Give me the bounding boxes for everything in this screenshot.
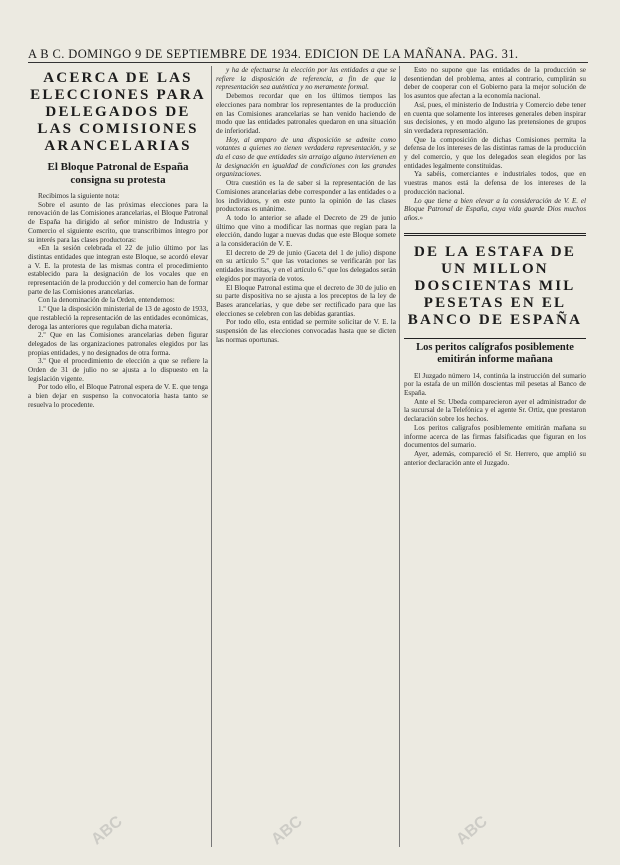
abc-watermark: ABC — [453, 812, 491, 849]
article1-paragraph: Recibimos la siguiente nota: — [38, 192, 120, 200]
column-rule — [211, 66, 212, 847]
column2-paragraph: A todo lo anterior se añade el Decreto de 29 de junio último que vino a modificar las normas que regían para la elección, dando lugar a nuevas dudas que este Bloque somete a la consideración de V. E. — [216, 213, 396, 249]
article2-paragraph: El Juzgado número 14, continúa la instrucción del sumario por la estafa de un millón doscientas mil pesetas al Banco de España. — [404, 371, 586, 398]
article1-paragraph: 1.º Que la disposición ministerial de 13 de agosto de 1933, que restableció la representación de las entidades económicas, deroga las anteriores que regulaban dicha materia. — [28, 305, 208, 331]
column3-paragraph: Ya sabéis, comerciantes e industriales todos, que en vuestras manos está la defensa de los intereses de la producción nacional. — [404, 170, 586, 196]
column2-paragraph: Debemos recordar que en los últimos tiempos las elecciones para nombrar los representantes de la producción en las Comisiones arancelarias se han venido haciendo de modo que las entidades patronales quedaron en una situación de inferioridad. — [216, 92, 396, 135]
header-line: A B C. DOMINGO 9 DE SEPTIEMBRE DE 1934. EDICION DE LA MAÑANA. PAG. 31. — [28, 47, 519, 61]
abc-watermark: ABC — [268, 812, 306, 849]
article2-headline: DE LA ESTAFA DE UN MILLON DOSCIENTAS MIL PESETAS EN EL BANCO DE ESPAÑA — [407, 243, 583, 328]
column-rule — [399, 66, 400, 847]
column-3 — [404, 66, 586, 847]
column2-paragraph: El decreto de 29 de junio (Gaceta del 1 de julio) dispone en su artículo 5.º que las votaciones se verificarán por las entidades inscritas, y en el artículo 6.º que los delegados serán elegidos por mayoría de votos. — [216, 248, 396, 283]
article1-subhead: El Bloque Patronal de España consigna su protesta — [47, 161, 189, 186]
article1-paragraph: 2.º Que en las Comisiones arancelarias deben figurar delegados de las organizaciones patronales elegidos por las propias entidades, y no designados de otra forma. — [28, 331, 208, 357]
column2-paragraph: y ha de efectuarse la elección por las entidades a que se refiere la disposición de referencia, a fin de que la representación sea auténtica y no meramente formal. — [216, 66, 396, 92]
column3-paragraph: Lo que tiene a bien elevar a la consideración de V. E. el Bloque Patronal de España, cuya vida guarde Dios muchos años.» — [404, 196, 586, 222]
page-header — [28, 44, 588, 63]
column2-paragraph: Por todo ello, esta entidad se permite solicitar de V. E. la suspensión de las elecciones convocadas hasta que se dicten las normas oportunas. — [216, 318, 396, 344]
article2-paragraph: Ante el Sr. Ubeda comparecieron ayer el administrador de la sucursal de la Telefónica y el agente Sr. Ortiz, que prestaron declaración sobre los hechos. — [404, 397, 586, 424]
column3-paragraph: Que la composición de dichas Comisiones permita la defensa de los intereses de las distintas ramas de la producción y del comercio, y que los delegados sean elegidos por las entidades legalmente constituidas. — [404, 135, 586, 170]
column2-paragraph: Hoy, al amparo de una disposición se admite como votantes a quienes no tienen verdadera representación, y se da el caso de que entidades sin arraigo alguno intervienen en la designación en igualdad de condiciones con las grandes organizaciones. — [216, 135, 396, 179]
article2-header-box — [404, 233, 586, 339]
column3-paragraph: Así, pues, el ministerio de Industria y Comercio debe tener en cuenta que solamente los intereses generales deben inspirar sus decisiones, y en modo alguno las pretensiones de grupos sin verdadera representación. — [404, 100, 586, 135]
article2-paragraph: Los peritos calígrafos posiblemente emitirán mañana su informe acerca de las firmas falsificadas que figuran en los documentos del sumario. — [404, 423, 586, 450]
article2-paragraph: Ayer, además, compareció el Sr. Herrero, que amplió su anterior declaración ante el Juzgado. — [404, 449, 586, 467]
article1-paragraph: 3.º Que el procedimiento de elección a que se refiere la Orden de 31 de julio no se ajusta a lo dispuesto en la legislación vigente. — [28, 357, 208, 383]
column2-paragraph: El Bloque Patronal estima que el decreto de 30 de julio en su parte dispositiva no se ajusta a los preceptos de la ley de Bases arancelarias, y que debe ser rectificado para que las elecciones se celebren con las debidas garantías. — [216, 283, 396, 318]
column3-paragraph: Esto no supone que las entidades de la producción se desentiendan del problema, antes al contrario, cumplirán su deber de cooperar con el Gobierno para la mejor solución de los asuntos que afectan a la economía nacional. — [404, 66, 586, 101]
article1-paragraph: Con la denominación de la Orden, entendemos: — [38, 296, 175, 305]
abc-watermark: ABC — [88, 812, 126, 849]
column-2 — [216, 66, 396, 847]
column2-paragraph: Otra cuestión es la de saber si la representación de las Comisiones arancelarias debe corresponder a las entidades o a los individuos, y en este punto la opinión de las clases productoras es unánime. — [216, 179, 396, 214]
article1-paragraph: Por todo ello, el Bloque Patronal espera de V. E. que tenga a bien dejar en suspenso la convocatoria hasta tanto se resuelva lo procedente. — [28, 383, 208, 409]
article2-subhead: Los peritos calígrafos posiblemente emitirán informe mañana — [416, 341, 574, 366]
article1-paragraph: «En la sesión celebrada el 22 de julio último por las distintas entidades que integran este Bloque, se acordó elevar a V. E. la protesta de las mismas contra el procedimiento establecido para la designación de los vocales que en representación de la producción y del comercio han de formar parte de las Comisiones arancelarias. — [28, 244, 208, 296]
article1-paragraph: Sobre el asunto de las próximas elecciones para la renovación de las Comisiones arancelarias, el Bloque Patronal de España ha dirigido al señor ministro de Industria y Comercio el siguiente escrito, que transcribimos íntegro por su interés para las clases productoras: — [28, 200, 208, 244]
article1-headline: ACERCA DE LAS ELECCIONES PARA DELEGADOS DE LAS COMISIONES ARANCELARIAS — [30, 70, 206, 154]
column-1 — [28, 66, 208, 847]
